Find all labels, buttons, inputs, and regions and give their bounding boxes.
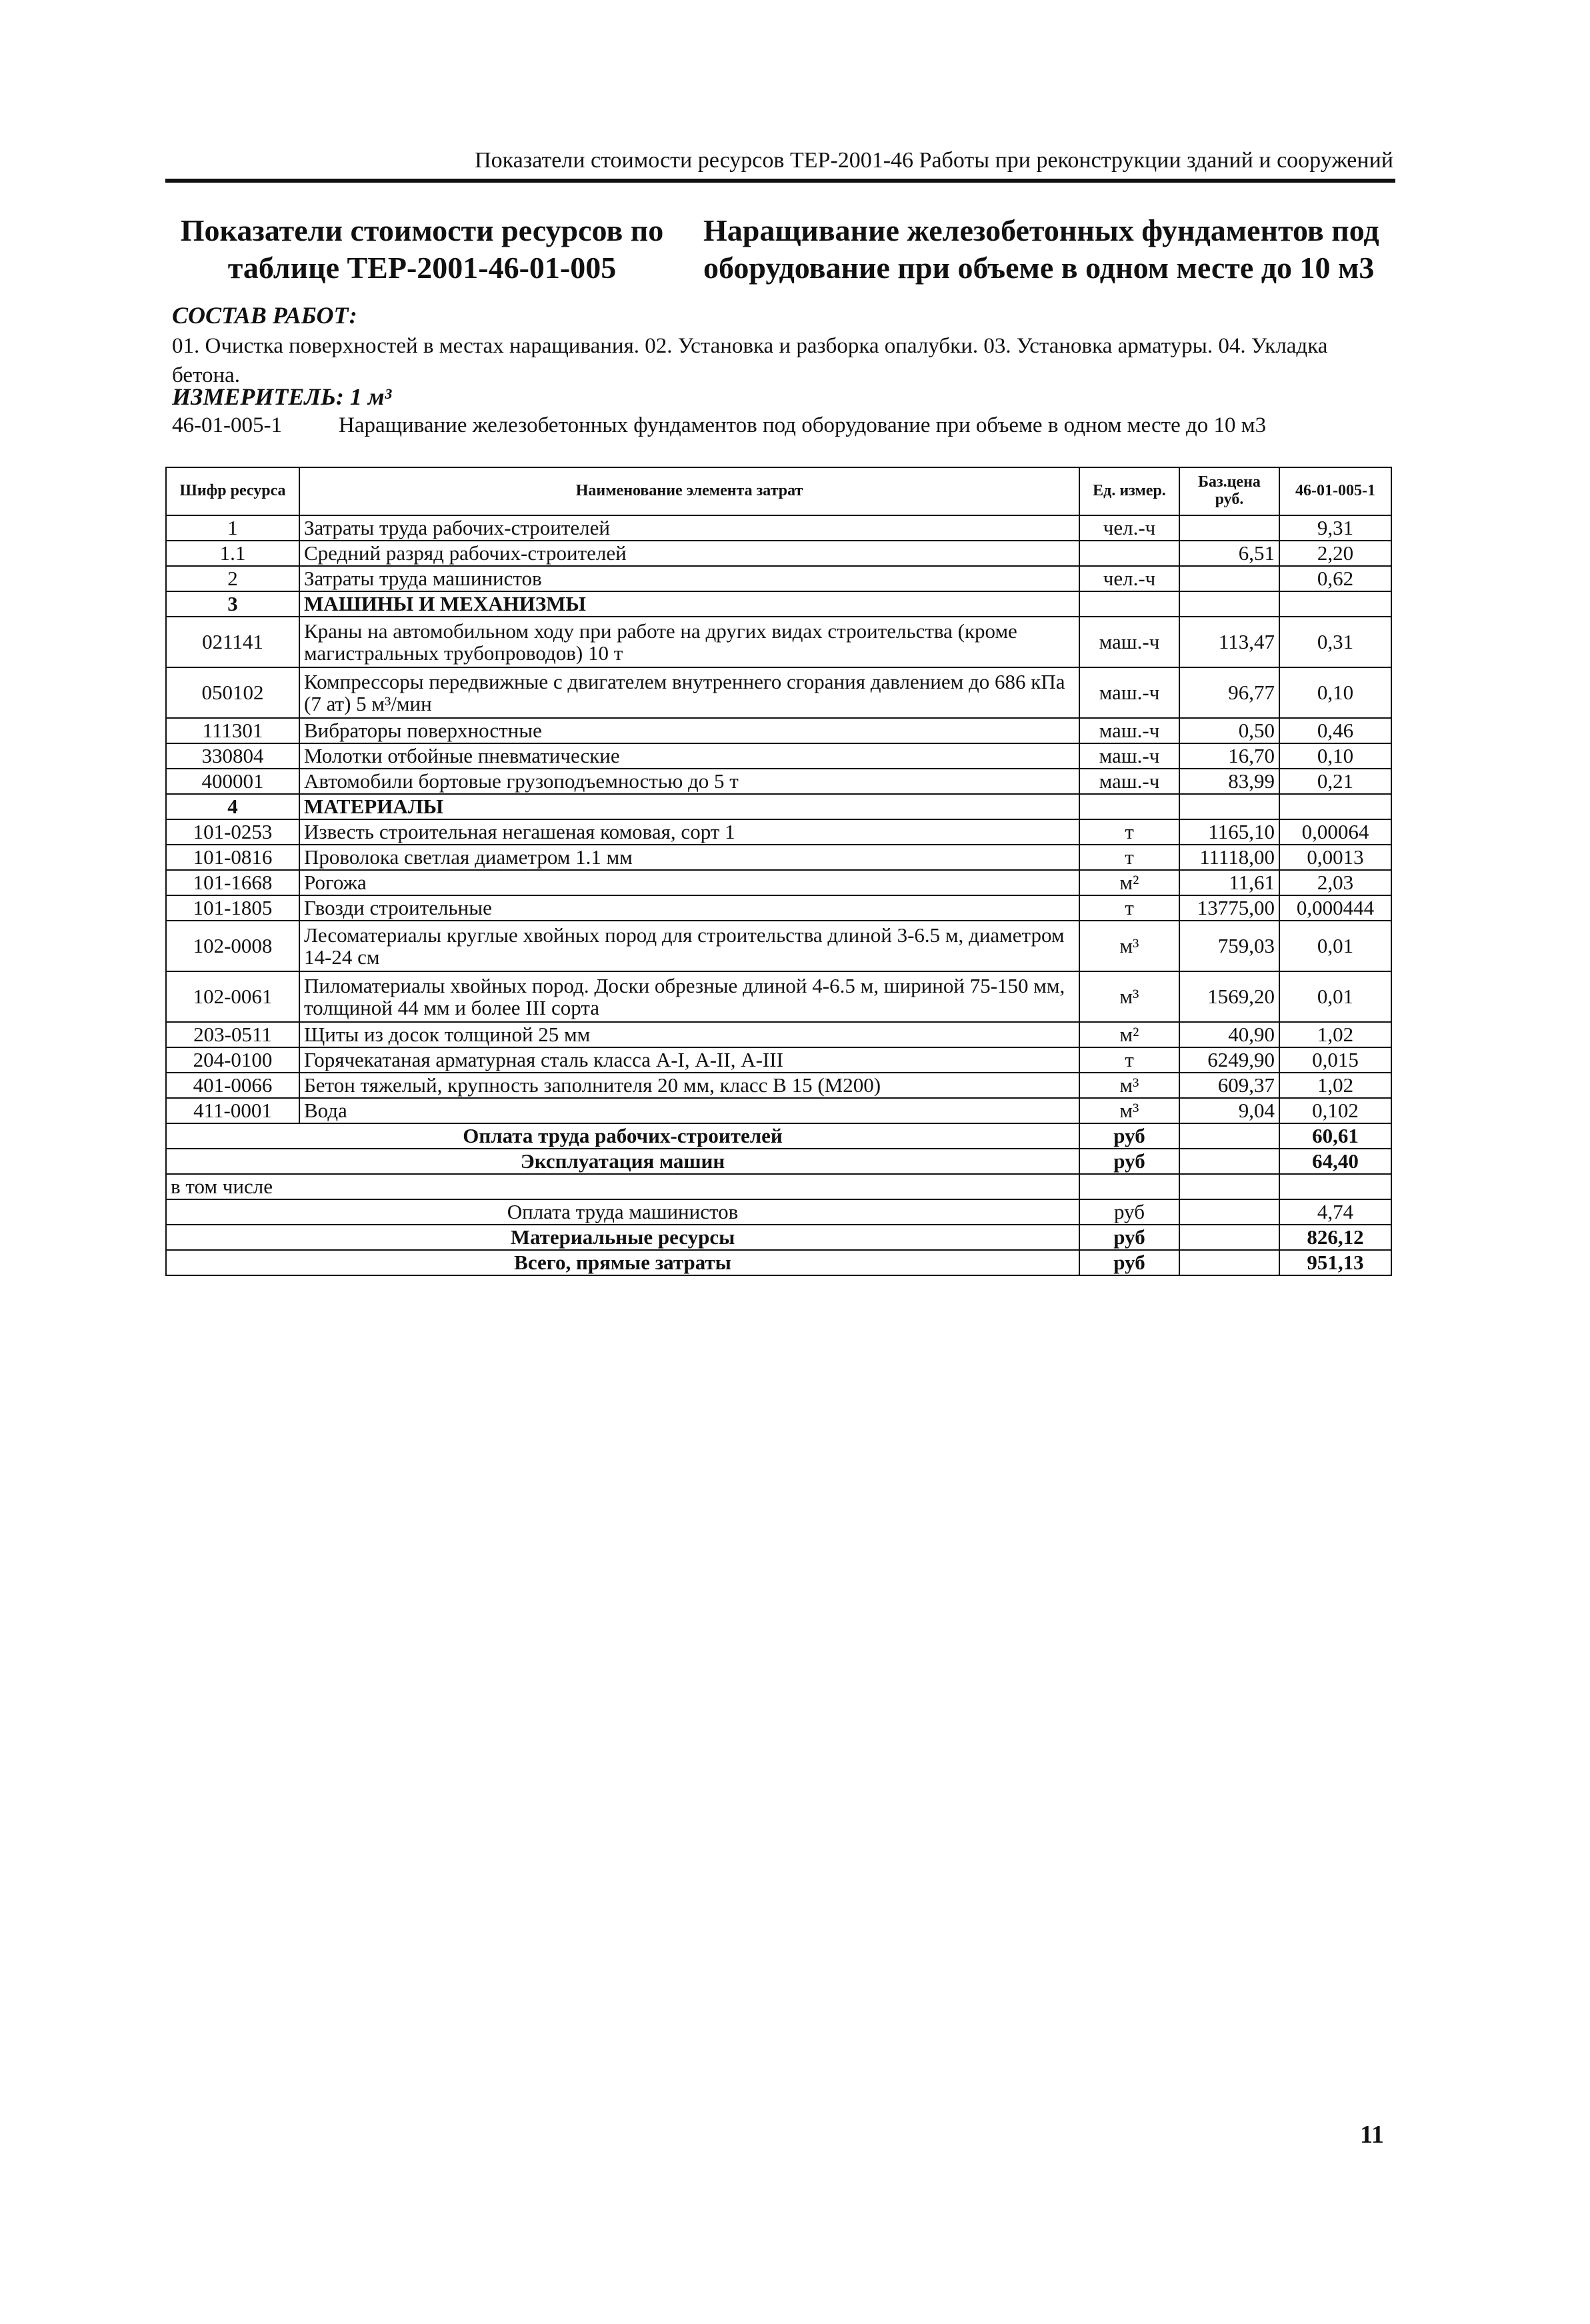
meter-label: ИЗМЕРИТЕЛЬ: 1 м³ — [172, 383, 392, 410]
cell-unit: м² — [1079, 870, 1179, 895]
cell-unit: маш.-ч — [1079, 769, 1179, 794]
cell-unit: м² — [1079, 1022, 1179, 1047]
totals-row — [166, 1225, 1391, 1250]
cell-norm: 0,10 — [1279, 743, 1391, 769]
cell-norm: 2,20 — [1279, 541, 1391, 566]
cell-norm: 0,0013 — [1279, 845, 1391, 870]
table-row — [166, 794, 1391, 819]
cell-code: 111301 — [166, 718, 299, 743]
cell-name: Молотки отбойные пневматические — [299, 743, 1079, 769]
cell-price: 609,37 — [1179, 1073, 1279, 1098]
table-row — [166, 769, 1391, 794]
table-row — [166, 895, 1391, 921]
cell-norm: 0,31 — [1279, 617, 1391, 667]
cell-code: 101-0816 — [166, 845, 299, 870]
cell-code: 102-0061 — [166, 971, 299, 1022]
cell-unit: т — [1079, 895, 1179, 921]
cell-norm: 0,015 — [1279, 1047, 1391, 1073]
cell-unit: м³ — [1079, 921, 1179, 971]
header-unit: Ед. измер. — [1079, 467, 1179, 515]
cell-norm: 0,10 — [1279, 667, 1391, 718]
table-row — [166, 515, 1391, 541]
cell-name: Проволока светлая диаметром 1.1 мм — [299, 845, 1079, 870]
cell-unit: м³ — [1079, 1073, 1179, 1098]
cell-code: 021141 — [166, 617, 299, 667]
cell-price: 759,03 — [1179, 921, 1279, 971]
total-value: 951,13 — [1279, 1250, 1391, 1275]
cell-price: 1569,20 — [1179, 971, 1279, 1022]
cell-norm — [1279, 794, 1391, 819]
total-price-empty — [1179, 1149, 1279, 1174]
cell-code: 101-1668 — [166, 870, 299, 895]
meter-row — [172, 413, 1399, 438]
cell-code: 1.1 — [166, 541, 299, 566]
cell-name: Щиты из досок толщиной 25 мм — [299, 1022, 1079, 1047]
total-label: Оплата труда рабочих-строителей — [166, 1123, 1079, 1149]
total-unit: руб — [1079, 1123, 1179, 1149]
cell-price — [1179, 591, 1279, 617]
table-header-row — [166, 467, 1391, 515]
cell-price: 83,99 — [1179, 769, 1279, 794]
total-label: Эксплуатация машин — [166, 1149, 1079, 1174]
cell-name: Горячекатаная арматурная сталь класса А-I, А-II, А-III — [299, 1047, 1079, 1073]
cell-unit: т — [1079, 819, 1179, 845]
cell-name: Пиломатериалы хвойных пород. Доски обрезные длиной 4-6.5 м, шириной 75-150 мм, толщиной 44 мм и более III сорта — [299, 971, 1079, 1022]
cell-unit — [1079, 591, 1179, 617]
cell-code: 411-0001 — [166, 1098, 299, 1123]
table-row — [166, 1022, 1391, 1047]
table-row — [166, 617, 1391, 667]
cell-unit: м³ — [1079, 1098, 1179, 1123]
cell-price: 16,70 — [1179, 743, 1279, 769]
works-label: СОСТАВ РАБОТ: — [172, 302, 357, 329]
cell-name: Компрессоры передвижные с двигателем внутреннего сгорания давлением до 686 кПа (7 ат) 5 м³/мин — [299, 667, 1079, 718]
table-row — [166, 541, 1391, 566]
cell-norm: 9,31 — [1279, 515, 1391, 541]
cell-name: Бетон тяжелый, крупность заполнителя 20 мм, класс В 15 (М200) — [299, 1073, 1079, 1098]
cell-price: 13775,00 — [1179, 895, 1279, 921]
total-label: Всего, прямые затраты — [166, 1250, 1079, 1275]
cell-unit: чел.-ч — [1079, 515, 1179, 541]
cell-price — [1179, 794, 1279, 819]
cell-price: 6249,90 — [1179, 1047, 1279, 1073]
cell-code: 203-0511 — [166, 1022, 299, 1047]
cell-price: 6,51 — [1179, 541, 1279, 566]
totals-row — [166, 1174, 1391, 1199]
cell-unit: т — [1079, 845, 1179, 870]
cell-norm: 0,01 — [1279, 971, 1391, 1022]
cell-norm: 0,000444 — [1279, 895, 1391, 921]
cell-norm: 0,21 — [1279, 769, 1391, 794]
total-unit: руб — [1079, 1225, 1179, 1250]
cell-code: 4 — [166, 794, 299, 819]
total-label: Оплата труда машинистов — [166, 1199, 1079, 1225]
cell-norm: 1,02 — [1279, 1022, 1391, 1047]
total-unit: руб — [1079, 1149, 1179, 1174]
total-value: 60,61 — [1279, 1123, 1391, 1149]
cell-price: 9,04 — [1179, 1098, 1279, 1123]
total-label: Материальные ресурсы — [166, 1225, 1079, 1250]
totals-row — [166, 1123, 1391, 1149]
cell-norm: 2,03 — [1279, 870, 1391, 895]
cell-code: 3 — [166, 591, 299, 617]
cell-price: 11,61 — [1179, 870, 1279, 895]
total-value: 826,12 — [1279, 1225, 1391, 1250]
cell-name: Средний разряд рабочих-строителей — [299, 541, 1079, 566]
cell-name: Вода — [299, 1098, 1079, 1123]
totals-row — [166, 1149, 1391, 1174]
cell-price: 113,47 — [1179, 617, 1279, 667]
cell-unit: м³ — [1079, 971, 1179, 1022]
meter-text: Наращивание железобетонных фундаментов под оборудование при объеме в одном месте до 10 м3 — [339, 413, 1267, 437]
cell-price: 1165,10 — [1179, 819, 1279, 845]
table-row — [166, 845, 1391, 870]
header-norm: 46-01-005-1 — [1279, 467, 1391, 515]
cell-code: 400001 — [166, 769, 299, 794]
total-unit: руб — [1079, 1199, 1179, 1225]
resource-table — [165, 467, 1392, 1276]
cell-name: МАТЕРИАЛЫ — [299, 794, 1079, 819]
header-code: Шифр ресурса — [166, 467, 299, 515]
cell-code: 330804 — [166, 743, 299, 769]
cell-norm: 0,102 — [1279, 1098, 1391, 1123]
cell-code: 204-0100 — [166, 1047, 299, 1073]
cell-code: 101-0253 — [166, 819, 299, 845]
cell-unit — [1079, 541, 1179, 566]
header-rule — [165, 179, 1395, 183]
header-price: Баз.цена руб. — [1179, 467, 1279, 515]
works-text: 01. Очистка поверхностей в местах наращивания. 02. Установка и разборка опалубки. 03. Установка арматуры. 04. Укладка бетона. — [172, 334, 1328, 387]
table-row — [166, 1047, 1391, 1073]
cell-code: 102-0008 — [166, 921, 299, 971]
table-row — [166, 819, 1391, 845]
total-unit: руб — [1079, 1250, 1179, 1275]
cell-unit: маш.-ч — [1079, 667, 1179, 718]
cell-code: 101-1805 — [166, 895, 299, 921]
cell-name: Автомобили бортовые грузоподъемностью до 5 т — [299, 769, 1079, 794]
table-row — [166, 591, 1391, 617]
cell-code: 2 — [166, 566, 299, 591]
cell-name: МАШИНЫ И МЕХАНИЗМЫ — [299, 591, 1079, 617]
cell-name: Краны на автомобильном ходу при работе на других видах строительства (кроме магистральных трубопроводов) 10 т — [299, 617, 1079, 667]
totals-row — [166, 1250, 1391, 1275]
total-unit — [1079, 1174, 1179, 1199]
total-value: 64,40 — [1279, 1149, 1391, 1174]
cell-name: Лесоматериалы круглые хвойных пород для строительства длиной 3-6.5 м, диаметром 14-24 см — [299, 921, 1079, 971]
total-price-empty — [1179, 1199, 1279, 1225]
table-row — [166, 921, 1391, 971]
cell-unit: маш.-ч — [1079, 743, 1179, 769]
title-right: Наращивание железобетонных фундаментов под оборудование при объеме в одном месте до 10 м3 — [703, 213, 1379, 285]
cell-unit: маш.-ч — [1079, 718, 1179, 743]
table-row — [166, 718, 1391, 743]
cell-unit: маш.-ч — [1079, 617, 1179, 667]
total-label: в том числе — [166, 1174, 1079, 1199]
cell-norm: 1,02 — [1279, 1073, 1391, 1098]
cell-price: 0,50 — [1179, 718, 1279, 743]
cell-code: 1 — [166, 515, 299, 541]
total-value: 4,74 — [1279, 1199, 1391, 1225]
table-row — [166, 667, 1391, 718]
running-header: Показатели стоимости ресурсов ТЕР-2001-46 Работы при реконструкции зданий и сооружений — [475, 148, 1393, 173]
total-value — [1279, 1174, 1391, 1199]
table-row — [166, 870, 1391, 895]
cell-norm: 0,00064 — [1279, 819, 1391, 845]
cell-norm: 0,01 — [1279, 921, 1391, 971]
cell-price: 40,90 — [1179, 1022, 1279, 1047]
cell-price — [1179, 566, 1279, 591]
cell-norm — [1279, 591, 1391, 617]
cell-price: 96,77 — [1179, 667, 1279, 718]
total-price-empty — [1179, 1250, 1279, 1275]
table-row — [166, 1098, 1391, 1123]
table-row — [166, 743, 1391, 769]
cell-norm: 0,46 — [1279, 718, 1391, 743]
cell-unit: т — [1079, 1047, 1179, 1073]
cell-price: 11118,00 — [1179, 845, 1279, 870]
page-number: 11 — [1360, 2121, 1384, 2149]
cell-name: Затраты труда рабочих-строителей — [299, 515, 1079, 541]
cell-name: Вибраторы поверхностные — [299, 718, 1079, 743]
total-price-empty — [1179, 1225, 1279, 1250]
table-row — [166, 566, 1391, 591]
cell-name: Гвозди строительные — [299, 895, 1079, 921]
cell-code: 050102 — [166, 667, 299, 718]
title-left: Показатели стоимости ресурсов по таблице ТЕР-2001-46-01-005 — [180, 213, 664, 285]
total-price-empty — [1179, 1174, 1279, 1199]
header-name: Наименование элемента затрат — [299, 467, 1079, 515]
cell-price — [1179, 515, 1279, 541]
cell-name: Затраты труда машинистов — [299, 566, 1079, 591]
cell-norm: 0,62 — [1279, 566, 1391, 591]
meter-code: 46-01-005-1 — [172, 413, 282, 437]
table-row — [166, 971, 1391, 1022]
totals-row — [166, 1199, 1391, 1225]
cell-unit — [1079, 794, 1179, 819]
cell-unit: чел.-ч — [1079, 566, 1179, 591]
total-price-empty — [1179, 1123, 1279, 1149]
cell-name: Известь строительная негашеная комовая, сорт 1 — [299, 819, 1079, 845]
cell-code: 401-0066 — [166, 1073, 299, 1098]
table-row — [166, 1073, 1391, 1098]
cell-name: Рогожа — [299, 870, 1079, 895]
